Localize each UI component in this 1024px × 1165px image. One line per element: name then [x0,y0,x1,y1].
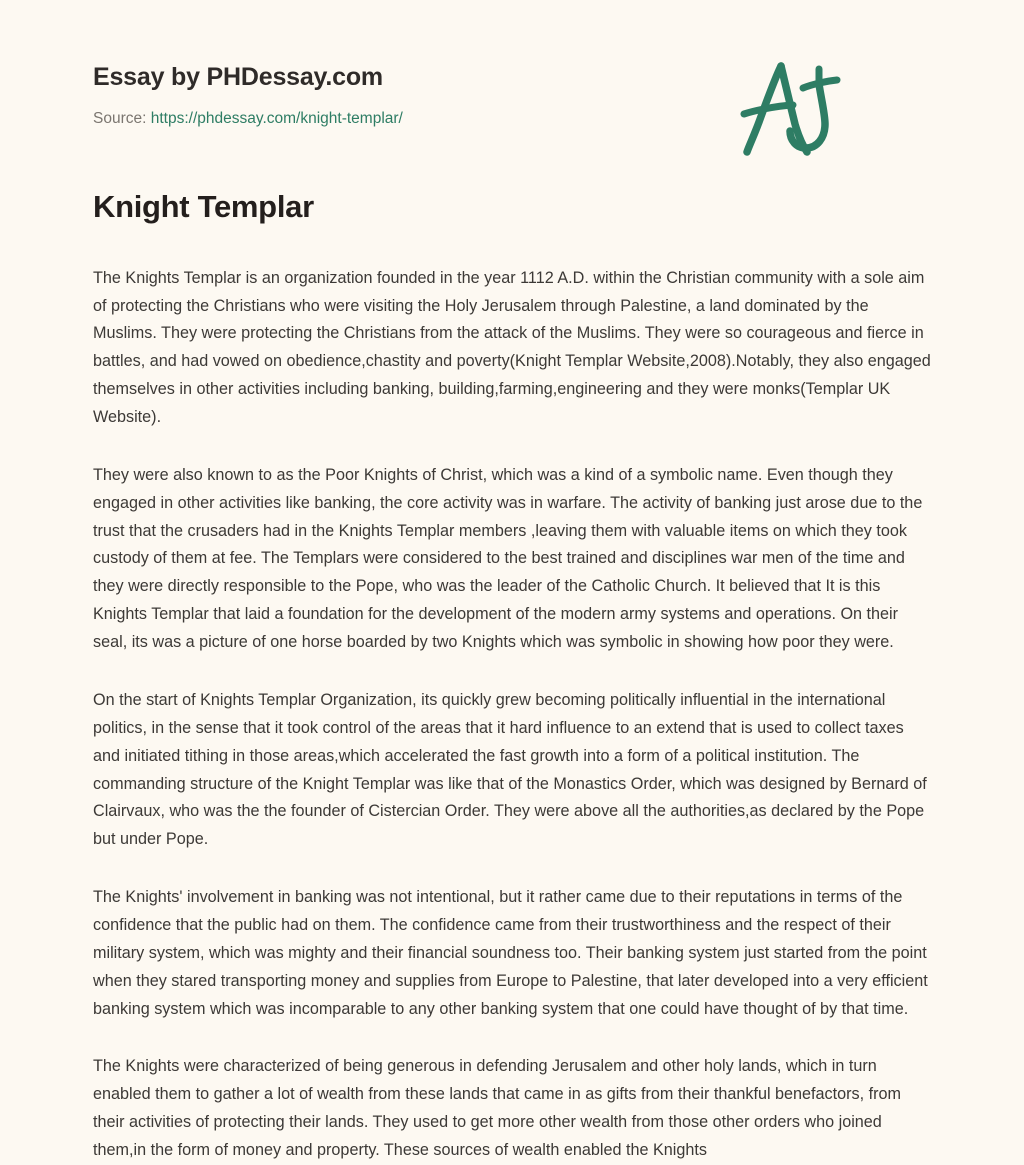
paragraph: The Knights were characterized of being generous in defending Jerusalem and other holy lands, which in turn enabled them to gather a lot of wealth from these lands that came in as gifts from their thankful benefactors, from their activities of protecting their lands. They used to get more other wealth from those other orders who joined them,in the form of money and property. These sources of wealth enabled the Knights [93,1057,901,1159]
article-body [93,265,931,1165]
paragraph: On the start of Knights Templar Organization, its quickly grew becoming politically influential in the international politics, in the sense that it took control of the areas that it hard influence to an extend that is used to collect taxes and initiated tithing in those areas,which accelerated the fast growth into a form of a political institution. The commanding structure of the Knight Templar was like that of the Monastics Order, which was designed by Bernard of Clairvaux, who was the the founder of Cistercian Order. They were above all the authorities,as declared by the Pope but under Pope. [93,690,927,849]
brand-title: Essay by PHDessay.com [93,63,383,91]
paragraph: The Knights Templar is an organization founded in the year 1112 A.D. within the Christian community with a sole aim of protecting the Christians who were visiting the Holy Jerusalem through Palestine, a land dominated by the Muslims. They were protecting the Christians from the attack of the Muslims. They were so courageous and fierce in battles, and had vowed on obedience,chastity and poverty(Knight Templar Website,2008).Notably, they also engaged themselves in other activities including banking, building,farming,engineering and they were monks(Templar UK Website). [93,268,931,427]
paragraph: They were also known to as the Poor Knights of Christ, which was a kind of a symbolic name. Even though they engaged in other activities like banking, the core activity was in warfare. The activity of banking just arose due to the trust that the crusaders had in the Knights Templar members ,leaving them with valuable items on which they took custody of them at fee. The Templars were considered to the best trained and disciplines war men of the time and they were directly responsible to the Pope, who was the leader of the Catholic Church. It believed that It is this Knights Templar that laid a foundation for the development of the modern army systems and operations. On their seal, its was a picture of one horse boarded by two Knights which was symbolic in showing how poor they were. [93,465,923,652]
source-label: Source: [93,110,147,127]
source-url-link[interactable]: https://phdessay.com/knight-templar/ [150,110,403,127]
paragraph: The Knights' involvement in banking was not intentional, but it rather came due to their reputations in terms of the confidence that the public had on them. The confidence came from their trustworthiness and the respect of their military system, which was mighty and their financial soundness too. Their banking system just started from the point when they stared transporting money and supplies from Europe to Palestine, that later developed into a very efficient banking system which was incomparable to any other banking system that one could have thought of by that time. [93,888,928,1018]
page-header [93,0,931,127]
page-title: Knight Templar [93,189,314,224]
article [93,110,931,1165]
source-line [93,109,931,129]
